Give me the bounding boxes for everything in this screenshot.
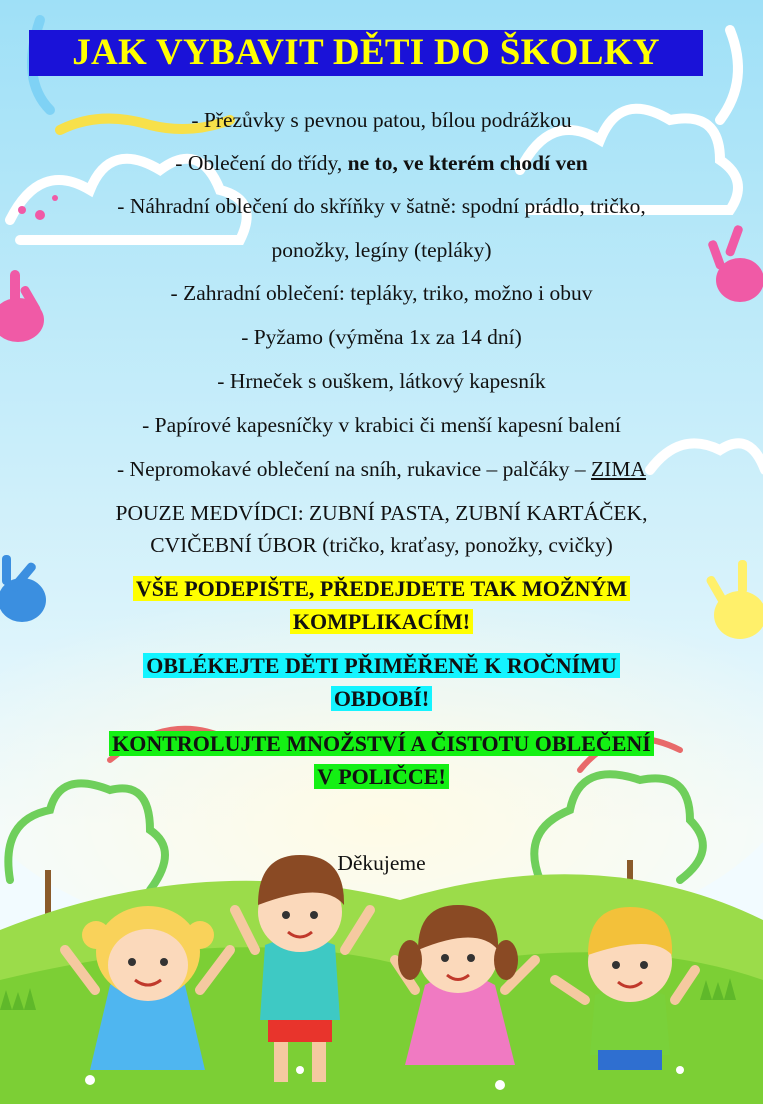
- list-item: [0, 149, 763, 177]
- list-item: - Pyžamo (výměna 1x za 14 dní): [241, 325, 522, 349]
- notice-cyan: OBDOBÍ!: [331, 686, 432, 711]
- list-item: - Papírové kapesníčky v krabici či menší kapesní balení: [142, 413, 621, 437]
- medvidci-line: CVIČEBNÍ ÚBOR (tričko, kraťasy, ponožky, cvičky): [150, 533, 613, 557]
- list-item: - Hrneček s ouškem, látkový kapesník: [217, 369, 546, 393]
- list-item: [0, 455, 763, 483]
- medvidci-line: POUZE MEDVÍDCI: ZUBNÍ PASTA, ZUBNÍ KARTÁČEK,: [115, 501, 648, 525]
- list-item-bold: ne to, ve kterém chodí ven: [347, 151, 588, 175]
- list-item: - Zahradní oblečení: tepláky, triko, možno i obuv: [170, 281, 593, 305]
- list-item: - Přezůvky s pevnou patou, bílou podrážkou: [191, 108, 572, 132]
- list-item-text: - Nepromokavé oblečení na sníh, rukavice – palčáky –: [117, 457, 592, 481]
- list-item-text: - Oblečení do třídy,: [175, 151, 348, 175]
- page-title: JAK VYBAVIT DĚTI DO ŠKOLKY: [29, 30, 703, 76]
- list-item-underlined: ZIMA: [591, 457, 646, 481]
- notice-yellow: VŠE PODEPIŠTE, PŘEDEJDETE TAK MOŽNÝM: [133, 576, 630, 601]
- list-item: - Náhradní oblečení do skříňky v šatně: spodní prádlo, tričko,: [117, 194, 646, 218]
- notice-yellow: KOMPLIKACÍM!: [290, 609, 473, 634]
- notice-green: KONTROLUJTE MNOŽSTVÍ A ČISTOTU OBLEČENÍ: [109, 731, 654, 756]
- thanks-text: Děkujeme: [337, 851, 426, 875]
- notice-cyan: OBLÉKEJTE DĚTI PŘIMĚŘENĚ K ROČNÍMU: [143, 653, 620, 678]
- notice-green: V POLIČCE!: [314, 764, 449, 789]
- list-item: ponožky, legíny (tepláky): [271, 238, 492, 262]
